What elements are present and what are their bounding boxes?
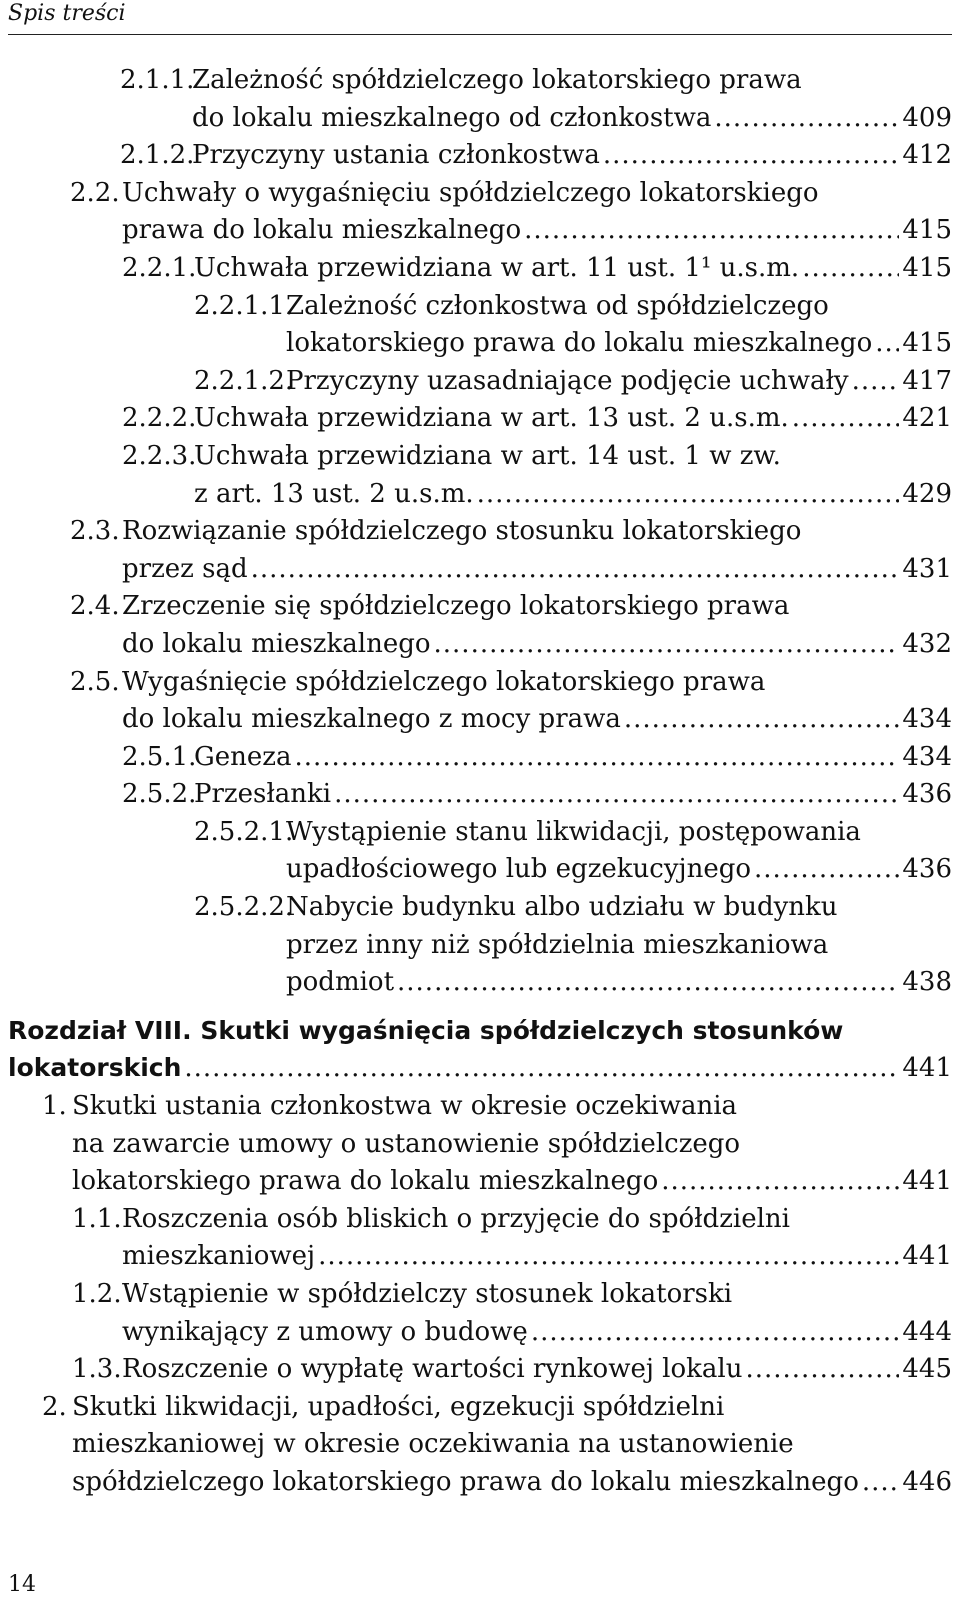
entry-text — [0, 1276, 952, 1351]
entry-line: Wstąpienie w spółdzielczy stosunek lokatorski — [122, 1279, 733, 1309]
chapter-entry — [0, 1012, 952, 1088]
toc-entry — [0, 664, 952, 739]
entry-page: 434 — [902, 741, 952, 772]
entry-text — [0, 288, 952, 363]
toc-entry — [0, 1201, 952, 1276]
entry-number: 2.5.1. — [122, 741, 197, 772]
entry-text — [0, 588, 952, 663]
entry-title: spółdzielczego lokatorskiego prawa do lokalu mieszkalnego — [72, 1466, 859, 1497]
entry-page: 441 — [902, 1241, 952, 1272]
entry-number: 2. — [42, 1391, 67, 1422]
entry-page: 412 — [902, 140, 952, 171]
toc-entry — [0, 62, 952, 137]
dot-leader — [434, 626, 900, 664]
dot-leader — [862, 1464, 900, 1502]
toc-entry — [0, 438, 952, 513]
entry-title: z art. 13 ust. 2 u.s.m. — [194, 478, 474, 509]
entry-text — [0, 363, 952, 401]
entry-page: 415 — [902, 215, 952, 246]
entry-title: do lokalu mieszkalnego — [122, 628, 431, 659]
entry-leader-line — [72, 1464, 952, 1502]
dot-leader — [745, 1351, 899, 1389]
page-number: 14 — [8, 1572, 36, 1597]
toc-entry — [0, 588, 952, 663]
entry-number: 2.3. — [70, 516, 120, 547]
entry-number: 2.5.2.2. — [194, 892, 294, 923]
dot-leader — [295, 739, 900, 777]
entry-page: 429 — [902, 478, 952, 509]
entry-leader-line — [72, 1163, 952, 1201]
dot-leader — [754, 851, 899, 889]
toc-entry — [0, 137, 952, 175]
dot-leader — [792, 400, 900, 438]
entry-leader-line — [286, 363, 952, 401]
entry-title: upadłościowego lub egzekucyjnego — [286, 854, 752, 885]
entry-page: 441 — [902, 1166, 952, 1197]
entry-title: Roszczenie o wypłatę wartości rynkowej lokalu — [122, 1354, 743, 1385]
dot-leader — [624, 701, 899, 739]
entry-leader-line — [192, 137, 952, 175]
entry-number: 2.5. — [70, 666, 120, 697]
entry-text — [0, 1389, 952, 1502]
entry-leader-line — [122, 212, 952, 250]
dot-leader — [318, 1238, 899, 1276]
dot-leader — [524, 212, 899, 250]
entry-title: Przyczyny uzasadniające podjęcie uchwały — [286, 365, 849, 396]
entry-leader-line — [194, 250, 952, 288]
entry-line: Wygaśnięcie spółdzielczego lokatorskiego prawa — [122, 666, 766, 697]
entry-page: 446 — [902, 1466, 952, 1497]
entry-leader-line — [286, 851, 952, 889]
entry-text — [0, 1201, 952, 1276]
entry-line: na zawarcie umowy o ustanowienie spółdzielczego — [72, 1128, 741, 1159]
entry-page: 417 — [902, 365, 952, 396]
entry-number: 2.2.3. — [122, 440, 197, 471]
entry-text — [0, 889, 952, 1002]
entry-line: Skutki ustania członkostwa w okresie oczekiwania — [72, 1091, 738, 1122]
entry-leader-line — [286, 964, 952, 1002]
entry-page: 434 — [902, 704, 952, 735]
entry-number: 2.2.2. — [122, 403, 197, 434]
entry-title: Przyczyny ustania członkostwa — [192, 140, 600, 171]
entry-title: podmiot — [286, 967, 395, 998]
entry-leader-line — [122, 1238, 952, 1276]
entry-line: Rozdział VIII. Skutki wygaśnięcia spółdzielczych stosunków — [8, 1015, 844, 1045]
entry-leader-line — [122, 626, 952, 664]
dot-leader — [714, 100, 899, 138]
toc-entry — [0, 1389, 952, 1502]
entry-leader-line — [194, 776, 952, 814]
entry-title: lokatorskiego prawa do lokalu mieszkalnego — [286, 328, 873, 359]
entry-leader-line — [8, 1049, 952, 1088]
entry-leader-line — [122, 1351, 952, 1389]
entry-leader-line — [122, 1314, 952, 1352]
entry-leader-line — [194, 739, 952, 777]
entry-page: 431 — [902, 553, 952, 584]
entry-leader-line — [194, 476, 952, 514]
entry-line: mieszkaniowej w okresie oczekiwania na ustanowienie — [72, 1429, 794, 1460]
entry-number: 2.2.1. — [122, 252, 197, 283]
entry-number: 2.5.2. — [122, 779, 197, 810]
entry-number: 1.1. — [72, 1203, 122, 1234]
entry-line: Uchwała przewidziana w art. 14 ust. 1 w zw. — [194, 440, 781, 471]
toc-entry — [0, 1088, 952, 1201]
toc-entry — [0, 363, 952, 401]
entry-page: 444 — [902, 1316, 952, 1347]
entry-page: 436 — [902, 854, 952, 885]
entry-text — [0, 664, 952, 739]
running-head: Spis treści — [8, 1, 126, 26]
entry-line: Roszczenia osób bliskich o przyjęcie do spółdzielni — [122, 1203, 790, 1234]
toc-entry — [0, 889, 952, 1002]
dot-leader — [397, 964, 899, 1002]
toc-entry — [0, 1276, 952, 1351]
entry-number: 1.2. — [72, 1279, 122, 1309]
entry-page: 441 — [902, 1053, 952, 1084]
entry-line: Nabycie budynku albo udziału w budynku — [286, 892, 838, 923]
dot-leader — [184, 1050, 899, 1088]
toc-entry — [0, 400, 952, 438]
entry-title: Geneza — [194, 741, 292, 772]
toc-entry — [0, 739, 952, 777]
toc-entry — [0, 814, 952, 889]
dot-leader — [802, 250, 899, 288]
entry-number: 2.2.1.2. — [194, 365, 294, 396]
entry-title: Uchwała przewidziana w art. 13 ust. 2 u.s.m. — [194, 403, 789, 434]
dot-leader — [661, 1163, 899, 1201]
entry-text — [0, 1088, 952, 1201]
entry-title: lokatorskich — [8, 1053, 182, 1083]
entry-page: 436 — [902, 779, 952, 810]
dot-leader — [334, 776, 899, 814]
entry-text — [0, 814, 952, 889]
entry-text — [0, 1012, 952, 1088]
dot-leader — [477, 476, 900, 514]
entry-title: prawa do lokalu mieszkalnego — [122, 215, 522, 246]
toc-entry — [0, 250, 952, 288]
entry-line: Wystąpienie stanu likwidacji, postępowania — [286, 816, 861, 847]
entry-number: 2.4. — [70, 591, 120, 622]
entry-line: Skutki likwidacji, upadłości, egzekucji spółdzielni — [72, 1391, 725, 1422]
entry-title: przez sąd — [122, 553, 248, 584]
entry-line: przez inny niż spółdzielnia mieszkaniowa — [286, 929, 829, 960]
entry-text — [0, 513, 952, 588]
table-of-contents — [0, 62, 960, 1502]
dot-leader — [875, 325, 899, 363]
entry-leader-line — [194, 400, 952, 438]
entry-title: Uchwała przewidziana w art. 11 ust. 1¹ u.s.m. — [194, 252, 800, 283]
dot-leader — [852, 363, 900, 401]
toc-entry — [0, 288, 952, 363]
entry-title: lokatorskiego prawa do lokalu mieszkalnego — [72, 1166, 659, 1197]
toc-entry — [0, 776, 952, 814]
entry-number: 2.2.1.1. — [194, 290, 294, 321]
entry-number: 2.2. — [70, 177, 120, 208]
entry-page: 421 — [902, 403, 952, 434]
entry-leader-line — [192, 100, 952, 138]
entry-number: Rozdział VIII. — [8, 1015, 192, 1045]
toc-entry — [0, 513, 952, 588]
entry-page: 432 — [902, 628, 952, 659]
entry-text — [0, 175, 952, 250]
entry-number: 1. — [42, 1091, 67, 1122]
entry-leader-line — [286, 325, 952, 363]
header-rule — [8, 34, 952, 35]
entry-line: Zrzeczenie się spółdzielczego lokatorskiego prawa — [122, 591, 790, 622]
entry-number: 2.1.2. — [120, 140, 195, 171]
entry-page: 415 — [902, 252, 952, 283]
entry-leader-line — [122, 551, 952, 589]
dot-leader — [251, 551, 900, 589]
entry-title: wynikający z umowy o budowę — [122, 1316, 528, 1347]
entry-number: 1.3. — [72, 1354, 122, 1385]
toc-entry — [0, 1351, 952, 1389]
entry-title: do lokalu mieszkalnego od członkostwa — [192, 102, 712, 133]
entry-title: Przesłanki — [194, 779, 332, 810]
entry-title: do lokalu mieszkalnego z mocy prawa — [122, 704, 621, 735]
entry-line: Zależność członkostwa od spółdzielczego — [286, 290, 829, 321]
dot-leader — [603, 137, 899, 175]
entry-text — [0, 1351, 952, 1389]
dot-leader — [531, 1314, 900, 1352]
entry-leader-line — [122, 701, 952, 739]
entry-line: Rozwiązanie spółdzielczego stosunku lokatorskiego — [122, 516, 802, 547]
toc-entry — [0, 175, 952, 250]
entry-number: 2.5.2.1. — [194, 816, 294, 847]
entry-title: mieszkaniowej — [122, 1241, 316, 1272]
entry-page: 409 — [902, 102, 952, 133]
entry-line: Uchwały o wygaśnięciu spółdzielczego lokatorskiego — [122, 177, 819, 208]
entry-page: 438 — [902, 967, 952, 998]
entry-page: 445 — [902, 1354, 952, 1385]
entry-line: Zależność spółdzielczego lokatorskiego prawa — [192, 65, 802, 95]
entry-page: 415 — [902, 328, 952, 359]
entry-number: 2.1.1. — [120, 65, 195, 95]
